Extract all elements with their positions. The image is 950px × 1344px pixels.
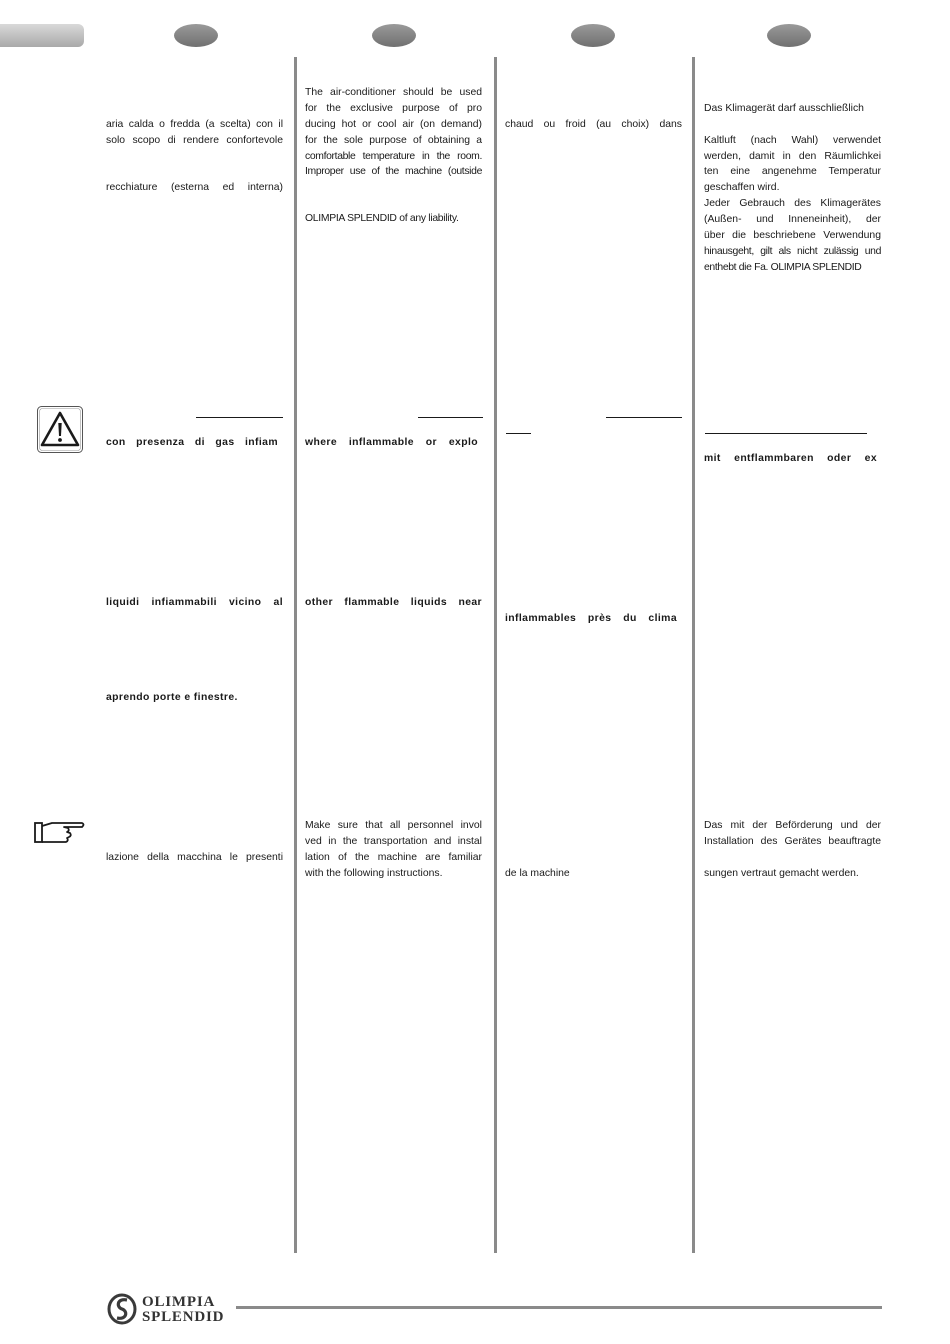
english-note-line: lation of the machine are familiar — [305, 852, 482, 863]
english-intro-line: ducing hot or cool air (on demand) — [305, 119, 482, 130]
heading-underline — [705, 433, 867, 434]
heading-underline — [418, 417, 483, 418]
english-warning-liquids: other flammable liquids near — [305, 597, 482, 608]
italian-note-line: lazione della macchina le presenti — [106, 852, 283, 863]
brand-swirl-icon — [106, 1292, 138, 1326]
italian-intro-line: solo scopo di rendere confortevole — [106, 135, 283, 146]
english-intro-line: for the sole purpose of obtaining a — [305, 135, 482, 146]
german-note-line: Das mit der Beförderung und der — [704, 820, 881, 831]
heading-underline — [606, 417, 682, 418]
german-intro-line: (Außen- und Inneneinheit), der — [704, 214, 881, 225]
warning-triangle-icon — [37, 406, 83, 453]
language-flag-french — [571, 24, 615, 47]
column-divider — [494, 57, 497, 1253]
italian-warning-liquids: liquidi infiammabili vicino al — [106, 597, 283, 608]
brand-name-line1: OLIMPIA — [142, 1294, 216, 1310]
english-note-line: with the following instructions. — [305, 868, 443, 879]
french-intro-line: chaud ou froid (au choix) dans — [505, 119, 682, 130]
german-intro-line: Das Klimagerät darf ausschließlich — [704, 103, 864, 114]
english-intro-line: Improper use of the machine (outside — [305, 166, 482, 177]
german-intro-line: über die beschriebene Verwendung — [704, 230, 881, 241]
english-note-line: Make sure that all personnel invol — [305, 820, 482, 831]
english-note-line: ved in the transportation and instal — [305, 836, 482, 847]
german-intro-line: hinausgeht, gilt als nicht zulässig und — [704, 246, 881, 257]
german-intro-line: geschaffen wird. — [704, 182, 780, 193]
column-divider — [294, 57, 297, 1253]
column-divider — [692, 57, 695, 1253]
pointing-hand-icon — [34, 818, 86, 844]
english-warning-gas: where inflammable or explo — [305, 437, 478, 448]
german-intro-line: Kaltluft (nach Wahl) verwendet — [704, 135, 881, 146]
italian-warning-windows: aprendo porte e finestre. — [106, 692, 238, 703]
german-note-line: sungen vertraut gemacht werden. — [704, 868, 859, 879]
german-intro-line: enthebt die Fa. OLIMPIA SPLENDID — [704, 262, 862, 273]
german-intro-line: ten eine angenehme Temperatur — [704, 166, 881, 177]
english-liability: OLIMPIA SPLENDID of any liability. — [305, 213, 459, 224]
french-note-line: de la machine — [505, 868, 570, 879]
french-warning-liquids: inflammables près du clima — [505, 613, 677, 624]
language-tab — [0, 24, 84, 47]
italian-intro-line: recchiature (esterna ed interna) — [106, 182, 283, 193]
italian-intro-line: aria calda o fredda (a scelta) con il — [106, 119, 283, 130]
english-intro-line: comfortable temperature in the room. — [305, 151, 482, 162]
language-flag-english — [372, 24, 416, 47]
heading-underline — [196, 417, 283, 418]
german-warning-gas: mit entflammbaren oder ex — [704, 453, 877, 464]
heading-underline — [506, 433, 531, 434]
language-flag-italian — [174, 24, 218, 47]
german-intro-line: Jeder Gebrauch des Klimagerätes — [704, 198, 881, 209]
german-note-line: Installation des Gerätes beauftragte — [704, 836, 881, 847]
footer-rule — [236, 1306, 882, 1309]
english-intro-line: for the exclusive purpose of pro — [305, 103, 482, 114]
english-intro-line: The air-conditioner should be used — [305, 87, 482, 98]
language-flag-german — [767, 24, 811, 47]
german-intro-line: werden, damit in den Räumlichkei — [704, 151, 881, 162]
italian-warning-gas: con presenza di gas infiam — [106, 437, 278, 448]
brand-name-line2: SPLENDID — [142, 1309, 225, 1325]
olimpia-splendid-logo — [106, 1292, 232, 1326]
